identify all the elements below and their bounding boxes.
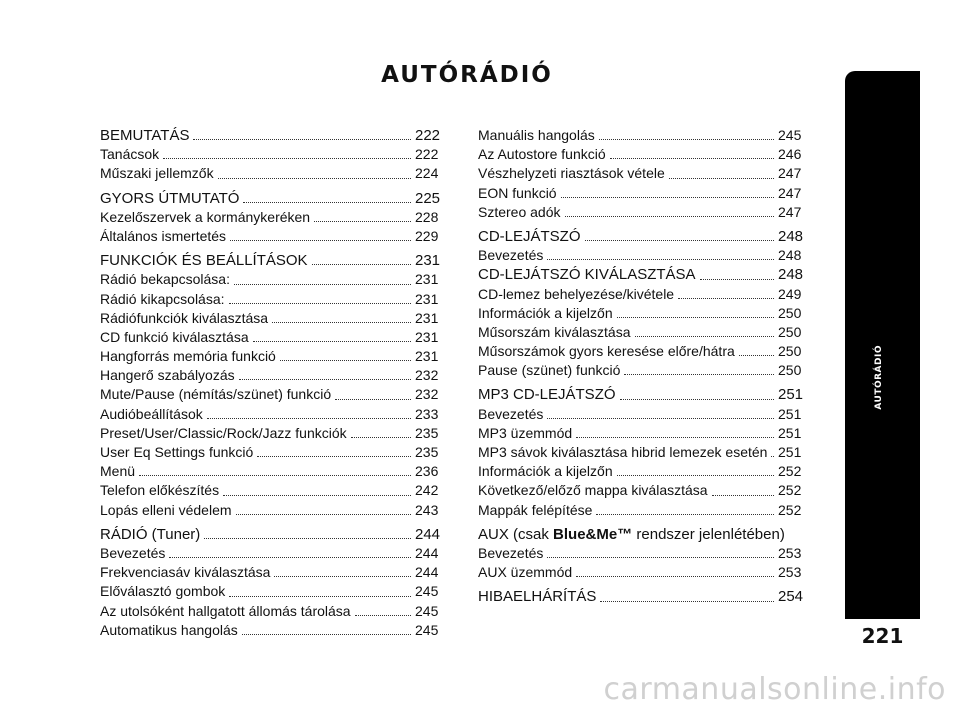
toc-entry: [100, 544, 437, 563]
page-number: 221: [861, 624, 904, 648]
toc-entry-title: [100, 227, 226, 246]
toc-entry-page: 231: [415, 290, 439, 307]
toc-entry-text: CD-lemez behelyezése/kivétele: [478, 285, 675, 302]
toc-entry-page: 242: [415, 482, 439, 499]
dot-leader: [204, 537, 411, 539]
toc-entry-title: [100, 501, 232, 520]
toc-entry-text: Preset/User/Classic/Rock/Jazz funkciók: [100, 424, 347, 441]
dot-leader: [617, 316, 774, 318]
toc-entry-text: Menü: [100, 463, 136, 480]
toc-entry: [100, 443, 437, 462]
dot-leader: [771, 455, 774, 457]
toc-entry: [478, 184, 800, 203]
dot-leader: [242, 633, 411, 635]
toc-entry: [100, 424, 437, 443]
toc-entry: [478, 587, 804, 606]
toc-entry: [478, 544, 800, 563]
toc-entry-text: Az utolsóként hallgatott állomás tárolása: [100, 602, 351, 619]
toc-entry-title: [478, 361, 620, 380]
toc-entry: [100, 309, 437, 328]
toc-entry: [100, 270, 437, 289]
dot-leader: [576, 575, 774, 577]
toc-entry: [100, 385, 437, 404]
toc-entry-page: 233: [415, 405, 439, 422]
toc-entry-title: [478, 203, 561, 222]
toc-entry-title: [100, 462, 135, 481]
toc-entry: [100, 621, 437, 640]
toc-entry-text: Rádiófunkciók kiválasztása: [100, 309, 269, 326]
toc-entry-title: [478, 563, 572, 582]
toc-entry: [478, 481, 800, 500]
toc-entry-page: 229: [415, 227, 439, 244]
dot-leader: [700, 278, 774, 280]
toc-entry: [100, 328, 437, 347]
toc-entry-title: [100, 126, 189, 145]
toc-entry-page: 231: [415, 271, 439, 288]
toc-entry-text: Rádió kikapcsolása:: [100, 290, 225, 307]
toc-entry-title: [478, 587, 596, 606]
toc-entry-page: 245: [415, 621, 439, 638]
toc-entry-text: AUX üzemmód: [478, 564, 573, 581]
toc-entry-title: [478, 443, 767, 462]
toc-entry-title: [100, 582, 225, 601]
chapter-tab-label: AUTÓRÁDIÓ: [874, 345, 884, 410]
toc-entry-text: CD-LEJÁTSZÓ: [478, 227, 581, 245]
toc-entry: [478, 203, 800, 222]
dot-leader: [243, 201, 411, 203]
toc-entry-page: 247: [778, 184, 802, 201]
dot-leader: [739, 354, 774, 356]
toc-entry-page: 252: [778, 463, 802, 480]
toc-entry-title: [100, 385, 331, 404]
toc-entry-text: Műszaki jellemzők: [100, 165, 214, 182]
toc-entry-page: 250: [778, 362, 802, 379]
toc-entry: [478, 227, 804, 246]
dot-leader: [274, 575, 411, 577]
toc-entry-page: 246: [778, 146, 802, 163]
toc-entry: [478, 563, 800, 582]
dot-leader: [280, 359, 411, 361]
toc-entry-title: [478, 462, 613, 481]
toc-entry-text: Audióbeállítások: [100, 405, 203, 422]
toc-entry-text: Hangforrás memória funkció: [100, 348, 276, 365]
dot-leader: [193, 138, 411, 140]
toc-entry: [100, 462, 437, 481]
toc-entry: [100, 602, 437, 621]
toc-entry-page: 245: [415, 583, 439, 600]
toc-entry: [478, 126, 800, 145]
dot-leader: [712, 494, 774, 496]
dot-leader: [139, 474, 411, 476]
toc-entry-text: Bevezetés: [478, 405, 544, 422]
dot-leader: [547, 417, 774, 419]
toc-entry-title: [100, 251, 308, 270]
toc-entry-page: 244: [415, 544, 439, 561]
toc-entry-text: Műsorszám kiválasztása: [478, 323, 631, 340]
toc-entry: [100, 563, 437, 582]
toc-entry-title: [478, 265, 696, 284]
toc-entry-text: MP3 sávok kiválasztása hibrid lemezek esetén: [478, 444, 768, 460]
toc-entry-page: 247: [778, 165, 802, 182]
toc-entry-text: Információk a kijelzőn: [478, 304, 613, 321]
dot-leader: [239, 378, 411, 380]
toc-entry: [478, 424, 800, 443]
toc-entry-text: Következő/előző mappa kiválasztása: [478, 482, 708, 499]
toc-entry-title: [100, 309, 268, 328]
dot-leader: [257, 455, 411, 457]
toc-entry-text: Információk a kijelzőn: [478, 463, 613, 480]
dot-leader: [596, 513, 774, 515]
dot-leader: [335, 398, 411, 400]
toc-entry-text: Lopás elleni védelem: [100, 501, 232, 518]
dot-leader: [234, 283, 411, 285]
toc-entry-text: Mute/Pause (némítás/szünet) funkció: [100, 386, 332, 403]
toc-entry: [478, 462, 800, 481]
dot-leader: [620, 398, 774, 400]
toc-entry-title: [100, 189, 239, 208]
toc-entry-text: CD funkció kiválasztása: [100, 328, 249, 345]
toc-entry-title: [478, 126, 595, 145]
toc-entry-title: [100, 443, 253, 462]
toc-entry-page: 243: [415, 501, 439, 518]
toc-entry: [100, 347, 437, 366]
toc-entry-page: 250: [778, 343, 802, 360]
toc-entry-page: 251: [778, 405, 802, 422]
dot-leader: [624, 373, 774, 375]
toc-entry-title: [478, 481, 708, 500]
toc-entry-page: 235: [415, 424, 439, 441]
dot-leader: [312, 263, 411, 265]
dot-leader: [351, 436, 411, 438]
dot-leader: [547, 258, 774, 260]
toc-entry-page: 253: [778, 564, 802, 581]
toc-entry: [478, 285, 800, 304]
toc-entry-title: [478, 164, 665, 183]
toc-entry-page: 222: [415, 127, 441, 144]
dot-leader: [253, 340, 411, 342]
toc-entry-page: 244: [415, 525, 441, 543]
toc-entry: [100, 366, 437, 385]
toc-entry: [100, 290, 437, 309]
toc-entry-text: Frekvenciasáv kiválasztása: [100, 564, 271, 581]
toc-entry-page: 245: [415, 602, 439, 619]
dot-leader: [314, 220, 411, 222]
dot-leader: [229, 302, 411, 304]
toc-entry-title: [100, 525, 200, 544]
toc-entry-page: 249: [778, 285, 802, 302]
dot-leader: [576, 436, 774, 438]
toc-entry-page: 251: [778, 424, 802, 441]
toc-entry-title: [100, 424, 347, 443]
toc-entry-text: AUX (csak: [478, 525, 549, 543]
toc-entry-tail-text: rendszer jelenlétében): [632, 525, 785, 543]
dot-leader: [169, 556, 411, 558]
toc-entry-text: Automatikus hangolás: [100, 621, 238, 638]
toc-entry-text: Tanácsok: [100, 146, 160, 163]
toc-left-column: [100, 126, 441, 640]
dot-leader: [669, 177, 774, 179]
dot-leader: [565, 215, 775, 217]
toc-entry-text: Műsorszámok gyors keresése előre/hátra: [478, 343, 735, 360]
toc-entry-title: [100, 328, 249, 347]
toc-entry-title: [100, 481, 219, 500]
toc-entry-text: GYORS ÚTMUTATÓ: [100, 189, 240, 207]
toc-entry-page: 251: [778, 386, 804, 404]
toc-entry-text: MP3 CD-LEJÁTSZÓ: [478, 386, 616, 404]
toc-entry-page: 250: [778, 323, 802, 340]
dot-leader: [236, 513, 411, 515]
toc-entry-text: Bevezetés: [478, 247, 544, 264]
toc-entry-text: Bevezetés: [100, 544, 166, 561]
toc-entry-title: [478, 145, 606, 164]
toc-entry-title: [100, 290, 225, 309]
toc-entry-text: Mappák felépítése: [478, 501, 593, 518]
toc-entry: [100, 145, 437, 164]
toc-entry-page: 228: [415, 208, 439, 225]
toc-entry-title: [100, 621, 238, 640]
toc-entry: [100, 525, 441, 544]
toc-entry-page: 248: [778, 266, 804, 284]
toc-entry-page: 231: [415, 328, 439, 345]
toc-entry: [100, 251, 441, 270]
toc-entry-text: Rádió bekapcsolása:: [100, 271, 230, 288]
toc-entry-title: [478, 304, 613, 323]
toc-entry-page: 251: [778, 444, 802, 460]
toc-entry-title: [100, 145, 159, 164]
toc-entry-page: 250: [778, 304, 802, 321]
toc-entry: [478, 342, 800, 361]
dot-leader: [599, 138, 774, 140]
toc-entry-title: [478, 544, 543, 563]
toc-entry-title: [478, 405, 543, 424]
toc-entry-text: Telefon előkészítés: [100, 482, 220, 499]
toc-entry-title: [478, 285, 674, 304]
dot-leader: [223, 494, 411, 496]
toc-entry-title: [100, 366, 235, 385]
toc-entry: [478, 304, 800, 323]
toc-entry-title: [100, 602, 351, 621]
toc-entry-page: 236: [415, 463, 439, 480]
toc-entry-text: Kezelőszervek a kormánykeréken: [100, 208, 311, 225]
toc-entry-page: 231: [415, 309, 439, 326]
toc-entry: [478, 145, 800, 164]
page-title: AUTÓRÁDIÓ: [381, 62, 553, 88]
toc-entry-page: 225: [415, 189, 441, 207]
toc-entry-page: 231: [415, 348, 439, 365]
toc-entry: [100, 164, 437, 183]
toc-entry-text: RÁDIÓ (Tuner): [100, 525, 201, 543]
toc-entry: [478, 164, 800, 183]
toc-entry-page: 235: [415, 444, 439, 460]
toc-entry: [100, 481, 437, 500]
toc-entry-text: FUNKCIÓK ÉS BEÁLLÍTÁSOK: [100, 252, 308, 270]
toc-entry-text: Bevezetés: [478, 544, 544, 561]
dot-leader: [229, 595, 411, 597]
toc-entry-page: 252: [778, 501, 802, 518]
toc-entry-page: 253: [778, 544, 802, 561]
dot-leader: [547, 556, 774, 558]
toc-entry-text: Vészhelyzeti riasztások vétele: [478, 165, 665, 182]
toc-entry-page: 254: [778, 588, 804, 606]
toc-entry: [478, 405, 800, 424]
toc-entry: [478, 246, 800, 265]
toc-entry-text: Hangerő szabályozás: [100, 367, 235, 384]
toc-entry: [478, 385, 804, 404]
toc-entry-text: HIBAELHÁRÍTÁS: [478, 588, 597, 606]
dot-leader: [272, 321, 411, 323]
toc-entry-text: Előválasztó gombok: [100, 583, 226, 600]
toc-entry-title: [478, 227, 581, 246]
toc-entry-text: Az Autostore funkció: [478, 146, 606, 163]
dot-leader: [230, 239, 411, 241]
toc-entry: [100, 501, 437, 520]
toc-entry-title: [100, 347, 276, 366]
toc-entry-title: [100, 270, 230, 289]
toc-entry-page: 224: [415, 165, 439, 182]
toc-entry: [100, 208, 437, 227]
toc-entry-page: 245: [778, 127, 802, 143]
toc-entry-title: [100, 208, 310, 227]
toc-entry: [478, 265, 804, 284]
toc-entry-title: [100, 164, 214, 183]
toc-entry-page: 247: [778, 203, 802, 220]
dot-leader: [678, 297, 774, 299]
toc-entry: [478, 525, 800, 544]
toc-entry: [100, 227, 437, 246]
dot-leader: [600, 600, 774, 602]
toc-entry-text: Manuális hangolás: [478, 127, 595, 143]
toc-entry-page: 252: [778, 482, 802, 499]
toc-entry-text: Általános ismertetés: [100, 227, 227, 244]
toc-entry-title: [100, 544, 165, 563]
toc-entry-page: 222: [415, 146, 439, 163]
toc-entry-title: [478, 501, 592, 520]
toc-entry-title: [100, 405, 203, 424]
dot-leader: [561, 196, 774, 198]
dot-leader: [610, 157, 774, 159]
toc-entry-text: BEMUTATÁS: [100, 127, 190, 144]
dot-leader: [635, 335, 775, 337]
toc-entry-title: [478, 385, 616, 404]
toc-entry-text: Pause (szünet) funkció: [478, 362, 621, 379]
watermark: carmanualsonline.info: [603, 672, 946, 707]
toc-entry-page: 248: [778, 247, 802, 264]
dot-leader: [218, 177, 411, 179]
toc-entry-title: [100, 563, 270, 582]
toc-entry: [100, 189, 441, 208]
toc-entry: [100, 126, 441, 145]
toc-entry-title: [478, 424, 572, 443]
toc-entry-text: CD-LEJÁTSZÓ KIVÁLASZTÁSA: [478, 266, 696, 284]
toc-entry: [478, 443, 800, 462]
toc-entry-page: 232: [415, 386, 439, 403]
toc-entry-text: MP3 üzemmód: [478, 424, 573, 441]
toc-entry: [100, 582, 437, 601]
dot-leader: [585, 239, 774, 241]
toc-entry-bold-text: Blue&Me™: [553, 525, 633, 543]
toc-entry-page: 244: [415, 564, 439, 581]
toc-entry-text: EON funkció: [478, 184, 557, 201]
toc-entry-text: User Eq Settings funkció: [100, 444, 254, 460]
toc-entry-title: [478, 342, 735, 361]
toc-entry: [478, 361, 800, 380]
toc-entry-text: Sztereo adók: [478, 203, 561, 220]
toc-entry: [478, 501, 800, 520]
dot-leader: [163, 157, 411, 159]
toc-entry-page: 232: [415, 367, 439, 384]
toc-right-column: [478, 126, 804, 607]
dot-leader: [617, 474, 774, 476]
toc-entry: [478, 323, 800, 342]
toc-entry: [100, 405, 437, 424]
toc-entry-title: [478, 525, 785, 544]
toc-entry-title: [478, 246, 543, 265]
toc-entry-page: 231: [415, 252, 441, 270]
dot-leader: [207, 417, 411, 419]
dot-leader: [355, 614, 411, 616]
toc-entry-title: [478, 323, 631, 342]
toc-entry-page: 248: [778, 227, 804, 245]
toc-entry-title: [478, 184, 557, 203]
